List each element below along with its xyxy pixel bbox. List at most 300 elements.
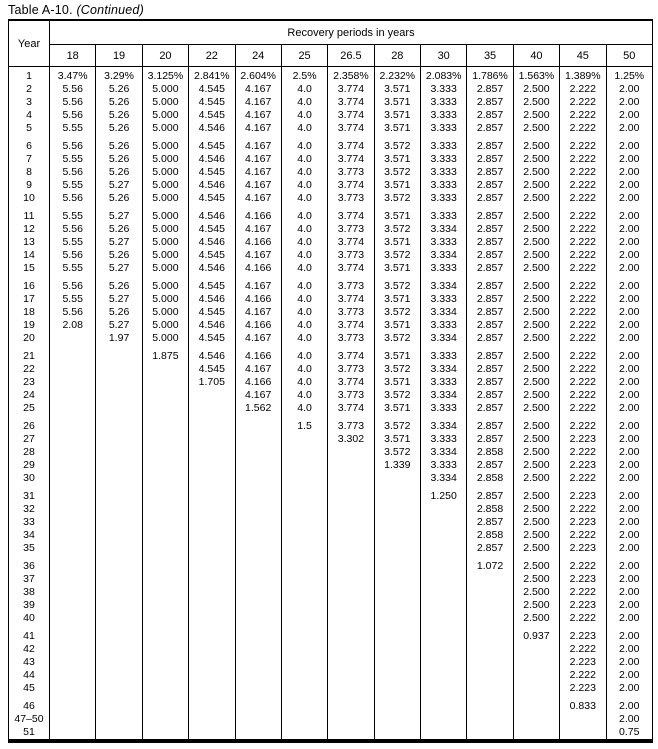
value-cell: 2.500: [513, 389, 559, 402]
value-cell: [96, 363, 142, 376]
value-cell: 2.00: [606, 599, 653, 612]
value-cell: 2.222: [560, 262, 606, 275]
value-cell: 3.334: [421, 446, 467, 459]
value-cell: 4.167: [235, 153, 281, 166]
value-cell: 3.334: [421, 420, 467, 433]
value-cell: 2.00: [606, 503, 653, 516]
value-cell: 2.857: [467, 109, 513, 122]
value-cell: 2.00: [606, 389, 653, 402]
year-cell: 13: [23, 236, 35, 248]
value-cell: 3.333: [421, 140, 467, 153]
value-cell: 2.857: [467, 262, 513, 275]
value-cell: 2.857: [467, 280, 513, 293]
value-cell: 3.333: [421, 166, 467, 179]
value-cell: 4.0: [281, 83, 327, 96]
value-cell: 5.26: [96, 249, 142, 262]
table-row: [9, 446, 653, 459]
value-cell: [50, 643, 96, 656]
value-cell: 2.223: [560, 490, 606, 503]
value-cell: 3.333: [421, 236, 467, 249]
group-header-row: [9, 20, 653, 45]
value-cell: 5.55: [50, 153, 96, 166]
value-cell: [421, 516, 467, 529]
value-cell: [50, 503, 96, 516]
value-cell: [328, 586, 374, 599]
value-cell: 4.0: [281, 140, 327, 153]
value-cell: 4.167: [235, 83, 281, 96]
value-cell: 2.222: [560, 503, 606, 516]
value-cell: 3.572: [374, 249, 420, 262]
year-cell: 18: [23, 306, 35, 318]
value-cell: 1.786%: [467, 67, 513, 84]
column-header-26.5: 26.5: [328, 45, 374, 67]
value-cell: 3.774: [328, 83, 374, 96]
value-cell: 4.545: [189, 83, 235, 96]
value-cell: [467, 630, 513, 643]
value-cell: 5.56: [50, 192, 96, 205]
value-cell: [281, 446, 327, 459]
value-cell: 2.00: [606, 516, 653, 529]
value-cell: 2.222: [560, 376, 606, 389]
table-row: [9, 293, 653, 306]
value-cell: 2.222: [560, 669, 606, 682]
value-cell: 5.000: [142, 83, 188, 96]
value-cell: [374, 560, 420, 573]
value-cell: [142, 433, 188, 446]
value-cell: 2.222: [560, 332, 606, 345]
value-cell: [50, 630, 96, 643]
value-cell: [328, 573, 374, 586]
value-cell: [142, 503, 188, 516]
value-cell: 1.25%: [606, 67, 653, 84]
table-row: [9, 109, 653, 122]
value-cell: 5.26: [96, 306, 142, 319]
table-row: [9, 643, 653, 656]
value-cell: 2.00: [606, 669, 653, 682]
table-row: [9, 96, 653, 109]
value-cell: 2.223: [560, 433, 606, 446]
value-cell: 2.500: [513, 262, 559, 275]
value-cell: [50, 420, 96, 433]
value-cell: [50, 529, 96, 542]
column-header-19: 19: [96, 45, 142, 67]
value-cell: [96, 700, 142, 713]
value-cell: [560, 713, 606, 726]
value-cell: [50, 573, 96, 586]
value-cell: 5.000: [142, 166, 188, 179]
value-cell: 3.571: [374, 262, 420, 275]
value-cell: [421, 560, 467, 573]
value-cell: [421, 726, 467, 741]
value-cell: [467, 726, 513, 741]
value-cell: [142, 376, 188, 389]
value-cell: 5.26: [96, 140, 142, 153]
value-cell: 2.500: [513, 96, 559, 109]
value-cell: [189, 573, 235, 586]
column-header-50: 50: [606, 45, 653, 67]
value-cell: 5.000: [142, 236, 188, 249]
value-cell: [96, 612, 142, 625]
year-cell: 31: [23, 490, 35, 502]
value-cell: 3.572: [374, 306, 420, 319]
value-cell: 3.774: [328, 293, 374, 306]
value-cell: 3.571: [374, 433, 420, 446]
value-cell: [96, 656, 142, 669]
value-cell: [50, 350, 96, 363]
value-cell: 2.222: [560, 122, 606, 135]
value-cell: 2.00: [606, 433, 653, 446]
value-cell: 2.00: [606, 166, 653, 179]
value-cell: 2.500: [513, 122, 559, 135]
value-cell: [189, 542, 235, 555]
year-cell: 21: [23, 350, 35, 362]
value-cell: [235, 643, 281, 656]
value-cell: 4.0: [281, 363, 327, 376]
value-cell: 2.857: [467, 179, 513, 192]
value-cell: 2.00: [606, 109, 653, 122]
value-cell: [560, 726, 606, 741]
year-cell: 46: [23, 700, 35, 712]
value-cell: [467, 612, 513, 625]
value-cell: 2.232%: [374, 67, 420, 84]
table-row: [9, 140, 653, 153]
value-cell: [281, 490, 327, 503]
value-cell: 2.857: [467, 332, 513, 345]
value-cell: [374, 472, 420, 485]
value-cell: 2.00: [606, 459, 653, 472]
value-cell: 4.167: [235, 332, 281, 345]
value-cell: [467, 586, 513, 599]
value-cell: 2.857: [467, 192, 513, 205]
value-cell: [189, 503, 235, 516]
value-cell: 4.0: [281, 293, 327, 306]
value-cell: 3.333: [421, 433, 467, 446]
value-cell: 5.000: [142, 179, 188, 192]
value-cell: 3.572: [374, 446, 420, 459]
year-cell: 19: [23, 319, 35, 331]
value-cell: [374, 586, 420, 599]
value-cell: [142, 656, 188, 669]
value-cell: [50, 656, 96, 669]
value-cell: 3.572: [374, 140, 420, 153]
value-cell: 0.833: [560, 700, 606, 713]
value-cell: 4.0: [281, 402, 327, 415]
value-cell: 4.166: [235, 293, 281, 306]
value-cell: [421, 630, 467, 643]
table-row: [9, 433, 653, 446]
value-cell: 3.571: [374, 179, 420, 192]
value-cell: 1.389%: [560, 67, 606, 84]
value-cell: [50, 389, 96, 402]
value-cell: [281, 669, 327, 682]
value-cell: 2.222: [560, 236, 606, 249]
value-cell: 4.0: [281, 280, 327, 293]
value-cell: [421, 669, 467, 682]
value-cell: 4.546: [189, 319, 235, 332]
value-cell: 5.000: [142, 280, 188, 293]
year-cell: 42: [23, 643, 35, 655]
value-cell: 5.55: [50, 262, 96, 275]
value-cell: 2.500: [513, 153, 559, 166]
value-cell: 4.167: [235, 363, 281, 376]
column-header-row: [9, 45, 653, 67]
value-cell: 2.222: [560, 350, 606, 363]
value-cell: 1.072: [467, 560, 513, 573]
value-cell: 2.857: [467, 542, 513, 555]
value-cell: [235, 599, 281, 612]
value-cell: [281, 459, 327, 472]
table-body: [9, 67, 653, 742]
table-row: [9, 682, 653, 695]
value-cell: 0.75: [606, 726, 653, 741]
value-cell: 3.571: [374, 96, 420, 109]
table-row: [9, 166, 653, 179]
value-cell: 2.00: [606, 376, 653, 389]
value-cell: 2.222: [560, 363, 606, 376]
value-cell: 3.333: [421, 109, 467, 122]
value-cell: 3.333: [421, 83, 467, 96]
year-cell: 51: [23, 726, 35, 738]
value-cell: [235, 726, 281, 741]
value-cell: [374, 503, 420, 516]
table-row: [9, 67, 653, 84]
value-cell: [142, 363, 188, 376]
value-cell: 4.167: [235, 223, 281, 236]
table-row: [9, 280, 653, 293]
value-cell: [421, 586, 467, 599]
value-cell: [513, 726, 559, 741]
value-cell: [96, 389, 142, 402]
value-cell: [235, 630, 281, 643]
value-cell: 4.166: [235, 376, 281, 389]
value-cell: 3.774: [328, 140, 374, 153]
value-cell: [189, 612, 235, 625]
value-cell: 2.500: [513, 472, 559, 485]
value-cell: 2.00: [606, 420, 653, 433]
column-header-28: 28: [374, 45, 420, 67]
value-cell: [189, 472, 235, 485]
value-cell: 4.546: [189, 262, 235, 275]
value-cell: [96, 503, 142, 516]
value-cell: 2.00: [606, 446, 653, 459]
value-cell: 3.572: [374, 332, 420, 345]
year-cell: 26: [23, 420, 35, 432]
value-cell: 2.00: [606, 573, 653, 586]
table-row: [9, 122, 653, 135]
table-row: [9, 713, 653, 726]
value-cell: 2.857: [467, 83, 513, 96]
table-row: [9, 503, 653, 516]
value-cell: 5.55: [50, 236, 96, 249]
value-cell: 4.0: [281, 262, 327, 275]
value-cell: 2.500: [513, 446, 559, 459]
value-cell: 3.334: [421, 363, 467, 376]
value-cell: [50, 363, 96, 376]
value-cell: 3.774: [328, 376, 374, 389]
value-cell: 4.167: [235, 96, 281, 109]
value-cell: 2.222: [560, 586, 606, 599]
value-cell: [421, 612, 467, 625]
value-cell: 2.500: [513, 516, 559, 529]
table-row: [9, 599, 653, 612]
value-cell: [142, 542, 188, 555]
value-cell: [328, 726, 374, 741]
value-cell: [513, 700, 559, 713]
value-cell: 2.500: [513, 306, 559, 319]
value-cell: 2.222: [560, 293, 606, 306]
value-cell: 5.000: [142, 249, 188, 262]
value-cell: 3.774: [328, 319, 374, 332]
value-cell: 2.00: [606, 306, 653, 319]
value-cell: [374, 682, 420, 695]
value-cell: 3.334: [421, 332, 467, 345]
value-cell: [281, 612, 327, 625]
value-cell: 2.500: [513, 599, 559, 612]
value-cell: [235, 713, 281, 726]
value-cell: 2.00: [606, 472, 653, 485]
value-cell: [96, 529, 142, 542]
year-cell: 8: [26, 166, 32, 178]
year-cell: 35: [23, 542, 35, 554]
year-cell: 27: [23, 433, 35, 445]
value-cell: [467, 643, 513, 656]
value-cell: [142, 700, 188, 713]
value-cell: [189, 560, 235, 573]
value-cell: 2.857: [467, 122, 513, 135]
year-cell: 3: [26, 96, 32, 108]
table-row: [9, 490, 653, 503]
table-row: [9, 573, 653, 586]
value-cell: [142, 490, 188, 503]
value-cell: [189, 490, 235, 503]
value-cell: 2.857: [467, 293, 513, 306]
value-cell: 4.167: [235, 306, 281, 319]
value-cell: 4.546: [189, 179, 235, 192]
value-cell: [281, 682, 327, 695]
value-cell: 3.333: [421, 293, 467, 306]
year-cell: 15: [23, 262, 35, 274]
value-cell: 2.222: [560, 83, 606, 96]
value-cell: 4.167: [235, 122, 281, 135]
value-cell: [96, 560, 142, 573]
value-cell: 2.223: [560, 516, 606, 529]
value-cell: 5.26: [96, 122, 142, 135]
value-cell: 2.00: [606, 262, 653, 275]
value-cell: 2.222: [560, 319, 606, 332]
value-cell: 2.00: [606, 700, 653, 713]
value-cell: [374, 599, 420, 612]
value-cell: [328, 682, 374, 695]
value-cell: 2.858: [467, 472, 513, 485]
value-cell: 1.875: [142, 350, 188, 363]
value-cell: [189, 643, 235, 656]
recovery-periods-header: Recovery periods in years: [50, 20, 653, 45]
value-cell: 5.27: [96, 236, 142, 249]
value-cell: 4.0: [281, 236, 327, 249]
value-cell: [50, 332, 96, 345]
value-cell: [328, 542, 374, 555]
table-row: [9, 389, 653, 402]
value-cell: [281, 472, 327, 485]
value-cell: 2.00: [606, 223, 653, 236]
value-cell: 2.857: [467, 223, 513, 236]
value-cell: 2.500: [513, 332, 559, 345]
value-cell: 3.333: [421, 210, 467, 223]
year-cell: 6: [26, 140, 32, 152]
value-cell: [142, 516, 188, 529]
value-cell: [189, 630, 235, 643]
value-cell: [374, 700, 420, 713]
table-row: [9, 249, 653, 262]
value-cell: [189, 682, 235, 695]
value-cell: 2.222: [560, 179, 606, 192]
value-cell: [328, 516, 374, 529]
value-cell: 2.223: [560, 542, 606, 555]
value-cell: 2.222: [560, 153, 606, 166]
value-cell: 4.166: [235, 350, 281, 363]
value-cell: [328, 472, 374, 485]
value-cell: 5.26: [96, 96, 142, 109]
year-cell: 1: [26, 70, 32, 82]
year-cell: 44: [23, 669, 35, 681]
value-cell: 3.572: [374, 192, 420, 205]
value-cell: 2.857: [467, 420, 513, 433]
value-cell: [235, 656, 281, 669]
value-cell: 2.857: [467, 433, 513, 446]
value-cell: 2.500: [513, 529, 559, 542]
table-row: [9, 630, 653, 643]
table-row: [9, 542, 653, 555]
value-cell: 3.774: [328, 236, 374, 249]
value-cell: [235, 700, 281, 713]
value-cell: 4.0: [281, 192, 327, 205]
value-cell: [50, 542, 96, 555]
value-cell: 3.773: [328, 420, 374, 433]
value-cell: [50, 700, 96, 713]
value-cell: 2.500: [513, 236, 559, 249]
value-cell: 3.774: [328, 262, 374, 275]
value-cell: 5.000: [142, 153, 188, 166]
table-row: [9, 319, 653, 332]
value-cell: 2.857: [467, 376, 513, 389]
column-header-45: 45: [560, 45, 606, 67]
value-cell: 4.0: [281, 389, 327, 402]
value-cell: 4.546: [189, 293, 235, 306]
value-cell: 3.571: [374, 122, 420, 135]
value-cell: 2.222: [560, 612, 606, 625]
value-cell: [235, 542, 281, 555]
column-header-22: 22: [189, 45, 235, 67]
table-row: [9, 656, 653, 669]
value-cell: [142, 713, 188, 726]
value-cell: 2.500: [513, 402, 559, 415]
value-cell: 2.00: [606, 192, 653, 205]
value-cell: [374, 630, 420, 643]
value-cell: [189, 669, 235, 682]
value-cell: 2.857: [467, 236, 513, 249]
value-cell: [50, 516, 96, 529]
value-cell: 3.302: [328, 433, 374, 446]
value-cell: 2.857: [467, 140, 513, 153]
value-cell: [96, 402, 142, 415]
value-cell: 2.00: [606, 236, 653, 249]
value-cell: 5.27: [96, 293, 142, 306]
value-cell: 3.334: [421, 306, 467, 319]
value-cell: 5.26: [96, 280, 142, 293]
value-cell: 2.00: [606, 140, 653, 153]
value-cell: [328, 713, 374, 726]
value-cell: [96, 350, 142, 363]
